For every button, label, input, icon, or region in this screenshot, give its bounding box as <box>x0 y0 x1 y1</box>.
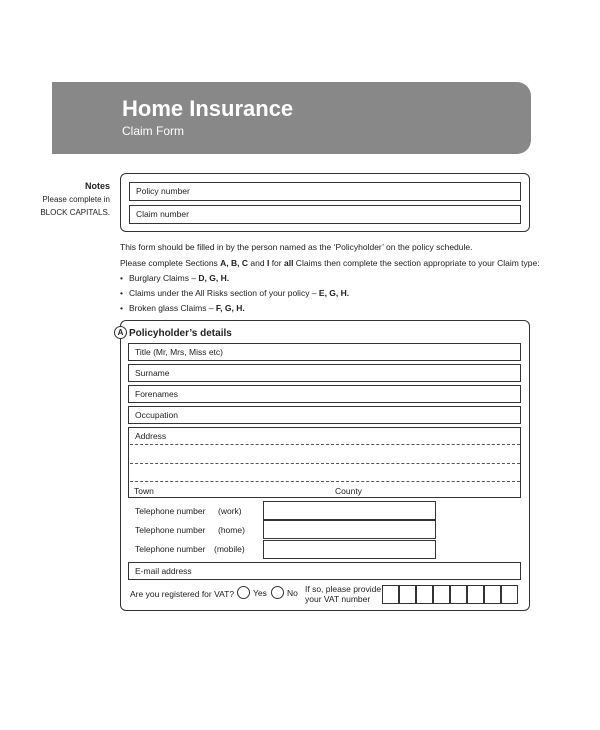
telephone-work-type: (work) <box>218 506 242 516</box>
bullet-text: Burglary Claims – <box>128 273 199 283</box>
section-a-badge: A <box>114 326 127 339</box>
bullet-all-risks <box>120 288 349 298</box>
telephone-work-input[interactable] <box>263 501 436 520</box>
bullet-broken-glass <box>120 303 245 313</box>
bullet-sections: E, G, H. <box>318 288 350 298</box>
telephone-home-label: Telephone number <box>135 525 206 535</box>
telephone-home-input[interactable] <box>263 520 436 539</box>
bullet-text: Claims under the All Risks section of your policy – <box>128 288 319 298</box>
vat-provide-text <box>305 584 381 604</box>
section-a-title: Policyholder’s details <box>129 328 232 339</box>
vat-yes-radio[interactable] <box>237 586 250 599</box>
email-field[interactable] <box>128 562 521 580</box>
intro-sections: A, B, C <box>220 258 249 268</box>
claim-number-label: Claim number <box>136 209 189 219</box>
vat-digit-input[interactable] <box>467 585 484 604</box>
bullet-sections: F, G, H. <box>215 303 245 313</box>
policy-number-field[interactable] <box>129 182 521 201</box>
vat-digit-input[interactable] <box>484 585 501 604</box>
vat-digit-input[interactable] <box>433 585 450 604</box>
vat-question: Are you registered for VAT? <box>130 589 235 599</box>
notes-line-2: BLOCK CAPITALS. <box>40 208 110 217</box>
occupation-label: Occupation <box>135 410 178 420</box>
email-label: E-mail address <box>135 566 192 576</box>
telephone-mobile-type: (mobile) <box>214 544 245 554</box>
vat-provide-line-2: your VAT number <box>305 594 371 604</box>
vat-no-radio[interactable] <box>271 586 284 599</box>
telephone-mobile-label: Telephone number <box>135 544 206 554</box>
address-label: Address <box>135 431 167 441</box>
page-subtitle: Claim Form <box>122 124 184 138</box>
address-line <box>130 444 520 445</box>
notes-line-1: Please complete in <box>42 195 110 204</box>
intro-section-i: I <box>266 258 270 268</box>
notes-title: Notes <box>84 181 110 191</box>
county-label: County <box>335 486 362 496</box>
telephone-work-label: Telephone number <box>135 506 206 516</box>
vat-digit-input[interactable] <box>399 585 416 604</box>
intro-line-1: This form should be filled in by the person named as the ‘Policyholder’ on the policy schedule. <box>120 242 473 252</box>
surname-field[interactable] <box>128 364 521 382</box>
intro-text: and <box>248 258 267 268</box>
intro-all: all <box>283 258 294 268</box>
policy-details-box <box>120 173 530 232</box>
town-label: Town <box>134 486 154 496</box>
claim-number-field[interactable] <box>129 205 521 224</box>
telephone-mobile-input[interactable] <box>263 540 436 559</box>
title-label: Title (Mr, Mrs, Miss etc) <box>135 347 223 357</box>
vat-provide-line-1: If so, please provide <box>305 584 382 594</box>
vat-yes-label: Yes <box>253 588 267 598</box>
policy-number-label: Policy number <box>136 186 190 196</box>
vat-digit-input[interactable] <box>501 585 518 604</box>
forenames-label: Forenames <box>135 389 178 399</box>
vat-digit-input[interactable] <box>450 585 467 604</box>
intro-text: for <box>269 258 284 268</box>
intro-line-2 <box>120 258 540 268</box>
vat-digit-input[interactable] <box>416 585 433 604</box>
bullet-burglary <box>120 273 229 283</box>
intro-text: Claims then complete the section appropriate to your Claim type: <box>293 258 540 268</box>
occupation-field[interactable] <box>128 406 521 424</box>
intro-text: Please complete Sections <box>120 258 221 268</box>
bullet-text: Broken glass Claims – <box>128 303 216 313</box>
page-title: Home Insurance <box>122 96 294 121</box>
bullet-sections: D, G, H. <box>198 273 230 283</box>
vat-digit-input[interactable] <box>382 585 399 604</box>
title-field[interactable] <box>128 343 521 361</box>
header-banner <box>52 82 531 154</box>
notes-panel <box>0 180 110 219</box>
vat-no-label: No <box>287 588 298 598</box>
address-line <box>130 481 520 482</box>
telephone-home-type: (home) <box>218 525 245 535</box>
surname-label: Surname <box>135 368 170 378</box>
forenames-field[interactable] <box>128 385 521 403</box>
address-line <box>130 463 520 464</box>
